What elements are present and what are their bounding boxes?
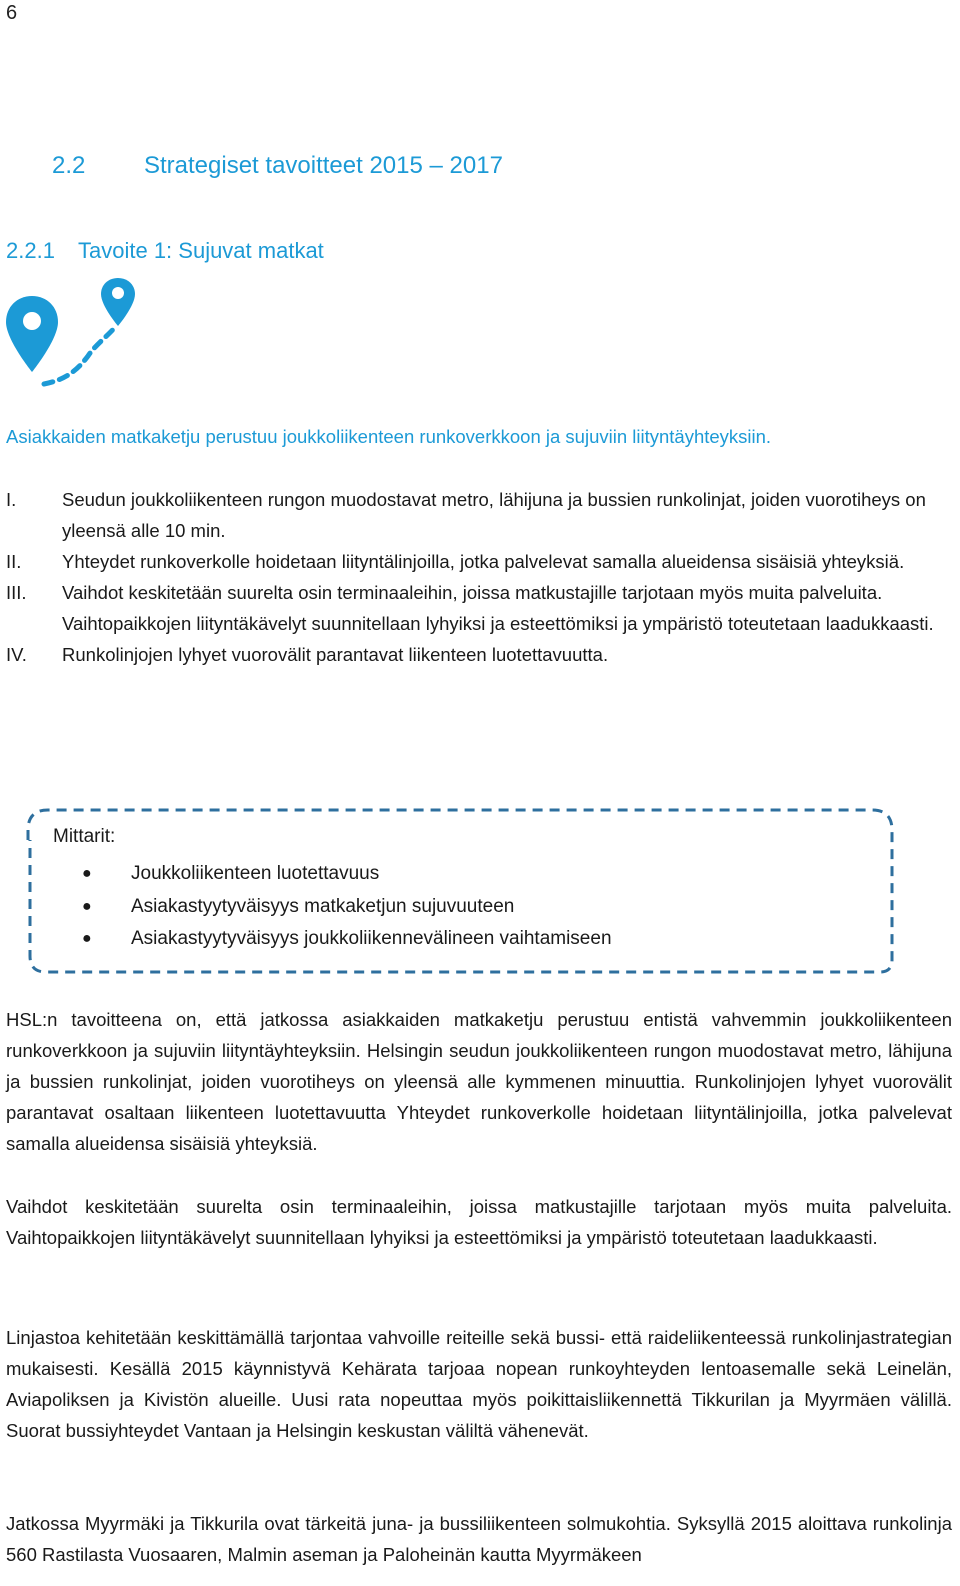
subsection-title: Tavoite 1: Sujuvat matkat xyxy=(78,238,324,263)
section-number: 2.2 xyxy=(52,152,86,179)
goal-list xyxy=(6,484,952,670)
metric-item xyxy=(82,891,612,924)
metric-text: Asiakastyytyväisyys matkaketjun sujuvuuteen xyxy=(131,895,515,917)
goal-text: Runkolinjojen lyhyet vuorovälit parantavat liikenteen luotettavuutta. xyxy=(62,644,609,665)
goal-text: Vaihdot keskitetään suurelta osin terminaaleihin, joissa matkustajille tarjotaan myös muita palveluita. Vaihtopaikkojen liityntäkävelyt suunnitellaan lyhyiksi ja esteettömiksi ja ympäristö toteutetaan laadukkaasti. xyxy=(62,582,934,634)
metric-text: Asiakastyytyväisyys joukkoliikennevälineen vaihtamiseen xyxy=(131,928,612,949)
goal-statement: Asiakkaiden matkaketju perustuu joukkoliikenteen runkoverkkoon ja sujuviin liityntäyhteyksiin. xyxy=(6,426,772,447)
section-title: Strategiset tavoitteet 2015 – 2017 xyxy=(144,152,503,179)
body-paragraph: Linjastoa kehitetään keskittämällä tarjontaa vahvoille reiteille sekä bussi- että raideliikenteessä runkolinjastrategian mukaisesti. Kesällä 2015 käynnistyvä Kehärata tarjoaa nopean runkoyhteyden lentoasemalle sekä Leinelän, Aviapoliksen ja Kivistön alueille. Uusi rata nopeuttaa myös poikittaisliikennettä Tikkurilan ja Myyrmäen välillä. Suorat bussiyhteydet Vantaan ja Helsingin keskustan väliltä vähenevät. xyxy=(6,1327,952,1441)
metric-item xyxy=(82,923,612,956)
goal-item xyxy=(6,577,952,639)
goal-numeral: IV. xyxy=(6,644,27,665)
page-number: 6 xyxy=(6,2,18,24)
section-heading xyxy=(52,152,503,180)
goal-text: Yhteydet runkoverkolle hoidetaan liityntälinjoilla, jotka palvelevat samalla alueidensa sisäisiä yhteyksiä. xyxy=(62,551,905,572)
bullet-icon: ● xyxy=(82,930,92,947)
goal-numeral: II. xyxy=(6,551,22,572)
route-pins-icon xyxy=(4,276,144,392)
goal-text: Seudun joukkoliikenteen rungon muodostavat metro, lähijuna ja bussien runkolinjat, joiden vuorotiheys on yleensä alle 10 min. xyxy=(62,489,926,541)
goal-numeral: III. xyxy=(6,582,27,603)
goal-numeral: I. xyxy=(6,489,17,510)
body-paragraph: Vaihdot keskitetään suurelta osin terminaaleihin, joissa matkustajille tarjotaan myös muita palveluita. Vaihtopaikkojen liityntäkävelyt suunnitellaan lyhyiksi ja esteettömiksi ja ympäristö toteutetaan laadukkaasti. xyxy=(6,1196,952,1248)
metric-text: Joukkoliikenteen luotettavuus xyxy=(131,863,380,884)
bullet-icon: ● xyxy=(82,897,92,915)
goal-item xyxy=(6,484,952,546)
metrics-title: Mittarit: xyxy=(53,826,116,847)
metric-item xyxy=(82,858,612,891)
subsection-number: 2.2.1 xyxy=(6,238,55,263)
goal-item xyxy=(6,546,952,577)
bullet-icon: ● xyxy=(82,865,92,882)
body-paragraph: Jatkossa Myyrmäki ja Tikkurila ovat tärkeitä juna- ja bussiliikenteen solmukohtia. Syksyllä 2015 aloittava runkolinja 560 Rastilasta Vuosaaren, Malmin aseman ja Paloheinän kautta Myyrmäkeen xyxy=(6,1513,952,1565)
body-paragraph: HSL:n tavoitteena on, että jatkossa asiakkaiden matkaketju perustuu entistä vahvemmin joukkoliikenteen runkoverkkoon ja sujuviin liityntäyhteyksiin. Helsingin seudun joukkoliikenteen rungon muodostavat metro, lähijuna ja bussien runkolinjat, joiden vuorotiheys on yleensä alle kymmenen minuuttia. Runkolinjojen lyhyet vuorovälit parantavat osaltaan liikenteen luotettavuutta Yhteydet runkoverkolle hoidetaan liityntälinjoilla, jotka palvelevat samalla alueidensa sisäisiä yhteyksiä. xyxy=(6,1009,952,1154)
subsection-heading xyxy=(6,238,324,264)
goal-item xyxy=(6,639,952,670)
metrics-list xyxy=(82,858,612,956)
